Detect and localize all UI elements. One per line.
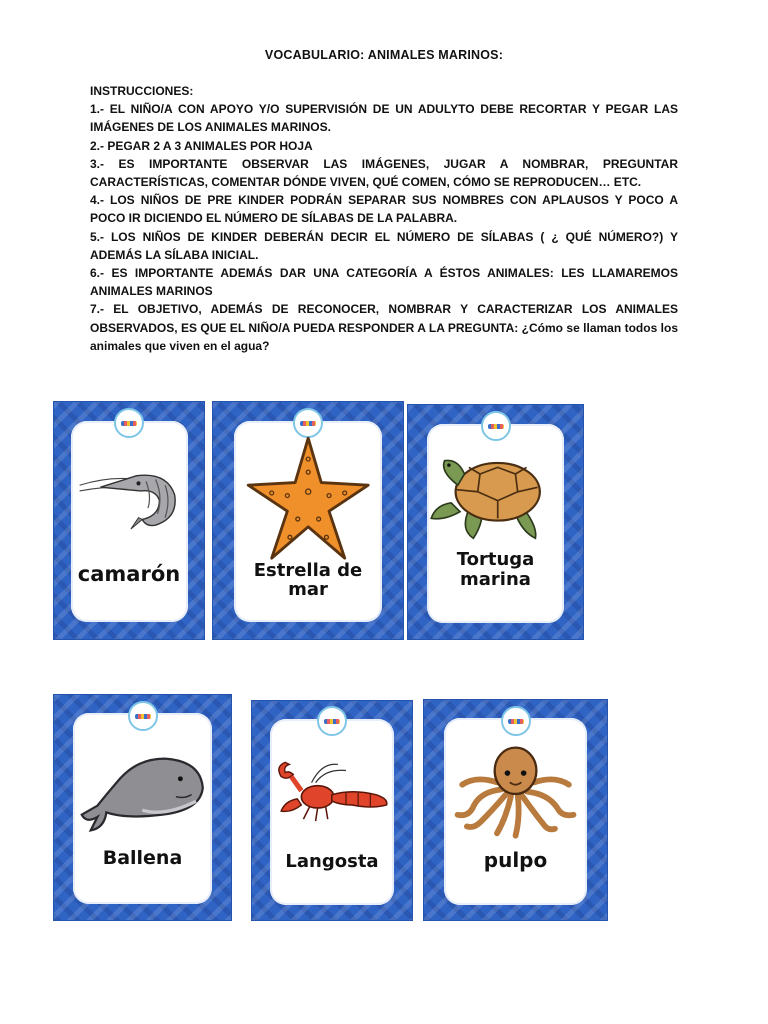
card-label: Ballena	[102, 847, 183, 869]
card-label: Langosta	[285, 851, 379, 873]
instruction-item-4: 4.- LOS NIÑOS DE PRE KINDER PODRÁN SEPARAR SUS NOMBRES CON APLAUSOS Y POCO A POCO IR DICIENDO EL NÚMERO DE SÍLABAS DE LA PALABRA.	[90, 193, 678, 226]
shrimp-icon	[72, 454, 186, 539]
whale-icon	[75, 745, 210, 835]
flashcard-whale	[53, 694, 232, 921]
page-title: VOCABULARIO: ANIMALES MARINOS:	[264, 48, 504, 62]
instruction-item-5: 5.- LOS NIÑOS DE KINDER DEBERÁN DECIR EL NÚMERO DE SÍLABAS ( ¿ QUÉ NÚMERO?) Y ADEMÁS LA SÍLABA INICIAL.	[90, 229, 678, 262]
flashcard-starfish	[212, 401, 404, 640]
instruction-item-3: 3.- ES IMPORTANTE OBSERVAR LAS IMÁGENES, JUGAR A NOMBRAR, PREGUNTAR CARACTERÍSTICAS, COMENTAR DÓNDE VIVEN, QUÉ COMEN, CÓMO SE REPRODUCEN… ETC.	[90, 156, 678, 190]
card-logo-badge	[114, 408, 144, 438]
starfish-icon	[236, 433, 380, 563]
flashcard-sea-turtle	[407, 404, 584, 640]
card-label: Estrella de mar	[253, 559, 363, 601]
sea-turtle-icon	[429, 438, 562, 543]
flashcard-octopus	[423, 699, 608, 921]
card-label: camarón	[77, 562, 181, 587]
card-logo-badge	[481, 411, 511, 441]
card-label: Tortuga marina	[456, 549, 535, 590]
octopus-icon	[446, 740, 585, 846]
lobster-icon	[271, 749, 393, 837]
instruction-item-6: 6.- ES IMPORTANTE ADEMÁS DAR UNA CATEGORÍA A ÉSTOS ANIMALES: LES LLAMAREMOS ANIMALES MARINOS	[90, 266, 678, 299]
flashcard-shrimp	[53, 401, 205, 640]
instruction-item-1: 1.- EL NIÑO/A CON APOYO Y/O SUPERVISIÓN DE UN ADULYTO DEBE RECORTAR Y PEGAR LAS IMÁGENES DE LOS ANIMALES MARINOS.	[90, 102, 678, 135]
instruction-item-7: 7.- EL OBJETIVO, ADEMÁS DE RECONOCER, NOMBRAR Y CARACTERIZAR LOS ANIMALES OBSERVADOS, ES QUE EL NIÑO/A PUEDA RESPONDER A LA PREGUNTA: ¿Cómo se llaman todos los animales que viven en el agua?	[90, 302, 678, 353]
instructions-heading: INSTRUCCIONES:	[90, 84, 194, 98]
card-label: pulpo	[483, 847, 548, 872]
flashcard-lobster	[251, 700, 413, 921]
card-logo-badge	[317, 706, 347, 736]
instruction-item-2: 2.- PEGAR 2 A 3 ANIMALES POR HOJA	[90, 138, 313, 153]
card-logo-badge	[128, 701, 158, 731]
card-logo-badge	[501, 706, 531, 736]
instructions-block	[90, 82, 678, 355]
